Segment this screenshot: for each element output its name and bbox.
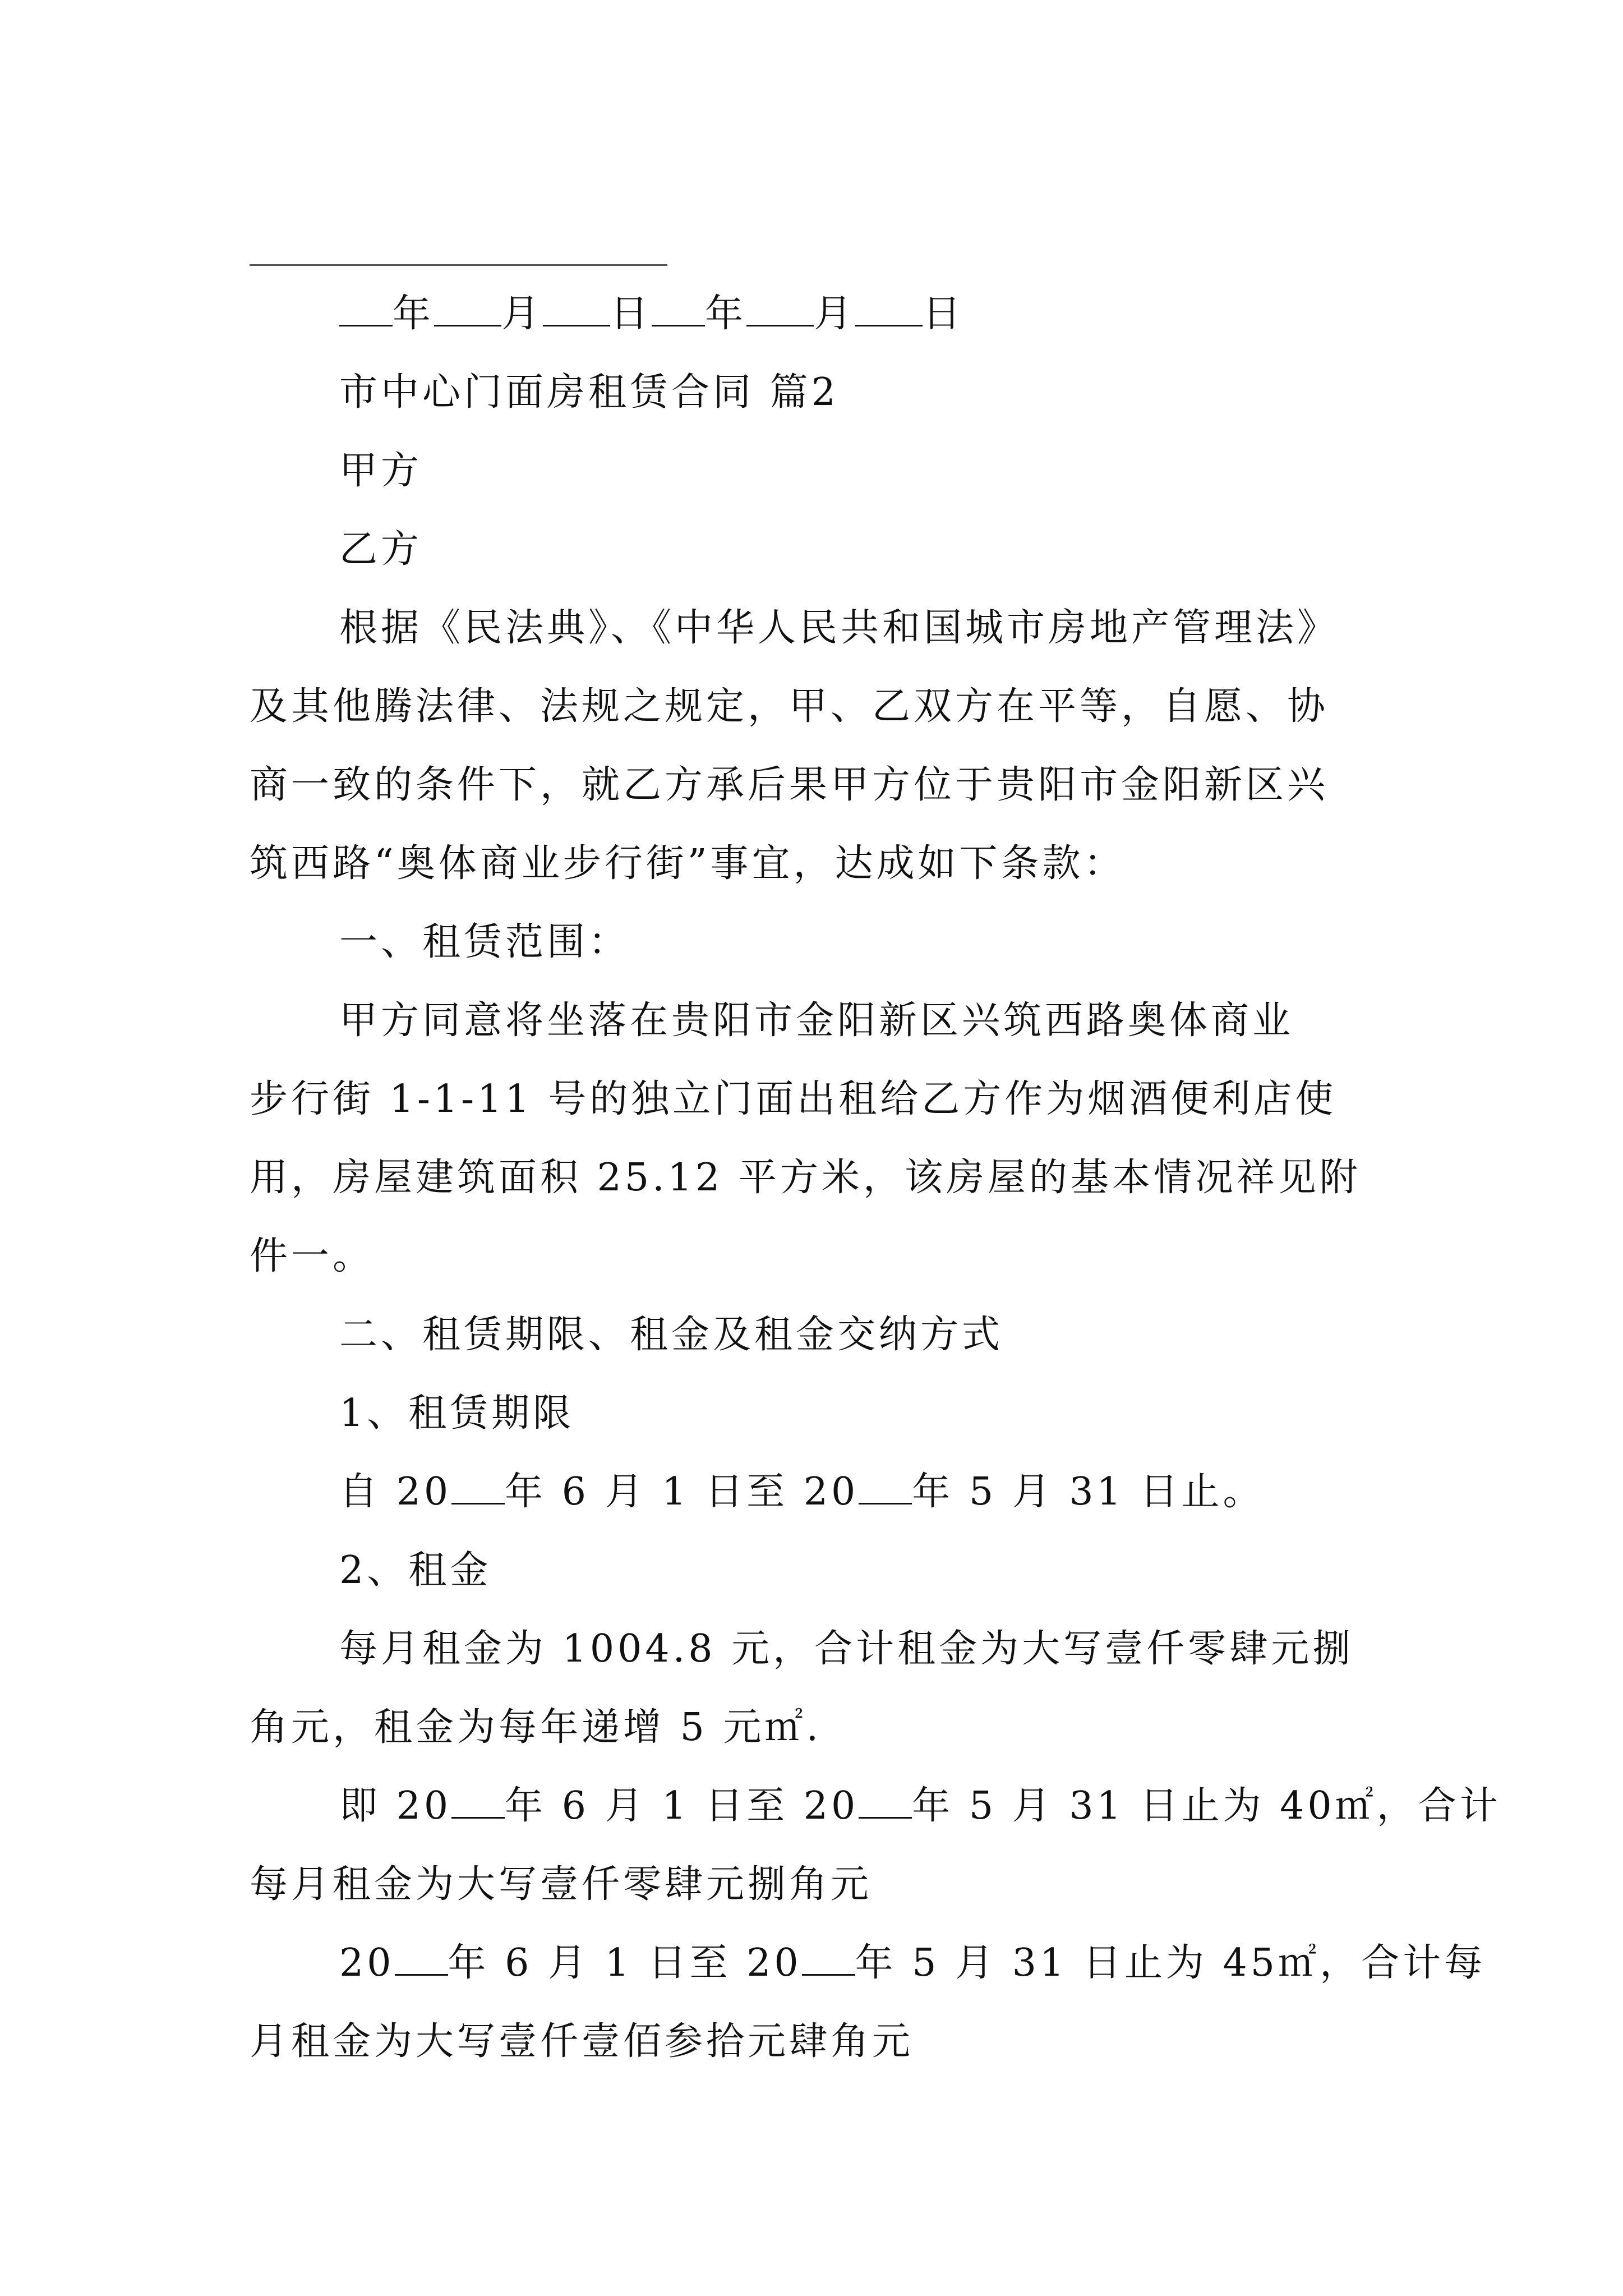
paragraph-line: 月租金为大写壹仟壹佰参拾元肆角元 (250, 2019, 914, 2064)
text-segment: 年 5 月 31 日止。 (912, 1470, 1265, 1514)
paragraph-line: 每月租金为 1004.8 元，合计租金为大写壹仟零肆元捌 (339, 1627, 1354, 1671)
blank-underline (451, 1783, 505, 1819)
intro-line: 根据《民法典》、《中华人民共和国城市房地产管理法》 (339, 606, 1339, 650)
date-day-2: 日 (923, 292, 965, 336)
text-segment: 20 (339, 1941, 395, 1985)
date-year-2: 年 (705, 292, 747, 336)
text-segment: 年 5 月 31 日止为 45㎡，合计每 (855, 1941, 1486, 1985)
section-heading: 二、租赁期限、租金及租金交纳方式 (339, 1313, 1004, 1357)
blank-underline (434, 291, 501, 326)
intro-line: 及其他腾法律、法规之规定，甲、乙双方在平等，自愿、协 (250, 684, 1329, 729)
blank-underline (802, 1940, 855, 1976)
text-segment: 年 6 月 1 日至 20 (448, 1941, 802, 1985)
party-a-label: 甲方 (339, 449, 423, 493)
subsection-heading: 1、租赁期限 (339, 1391, 575, 1435)
section-heading: 一、租赁范围： (339, 920, 630, 964)
rent-period-line (339, 1781, 1545, 1832)
paragraph-line: 件一。 (250, 1234, 375, 1278)
blank-underline (652, 291, 705, 326)
blank-underline (451, 1469, 505, 1504)
text-segment: 年 5 月 31 日止为 40㎡，合计 (912, 1784, 1501, 1828)
intro-line: 筑西路“奥体商业步行街”事宜，达成如下条款： (250, 841, 1126, 886)
lease-term-line (339, 1467, 1545, 1517)
section-title: 市中心门面房租赁合同 篇2 (339, 370, 839, 415)
date-month-1: 月 (501, 292, 543, 336)
text-segment: 自 20 (339, 1470, 452, 1514)
date-year-1: 年 (393, 292, 435, 336)
text-segment: 年 6 月 1 日至 20 (505, 1784, 859, 1828)
blank-underline (395, 1940, 448, 1976)
paragraph-line: 用，房屋建筑面积 25.12 平方米，该房屋的基本情况祥见附 (250, 1156, 1361, 1200)
signature-rule (250, 264, 667, 266)
intro-line: 商一致的条件下，就乙方承后果甲方位于贵阳市金阳新区兴 (250, 763, 1329, 807)
paragraph-line: 甲方同意将坐落在贵阳市金阳新区兴筑西路奥体商业 (339, 999, 1294, 1043)
date-line (339, 289, 1545, 339)
paragraph-line: 步行街 1-1-11 号的独立门面出租给乙方作为烟酒便利店使 (250, 1077, 1337, 1121)
party-b-label: 乙方 (339, 527, 423, 572)
date-day-1: 日 (610, 292, 652, 336)
text-segment: 年 6 月 1 日至 20 (505, 1470, 859, 1514)
paragraph-line: 每月租金为大写壹仟零肆元捌角元 (250, 1862, 873, 1907)
paragraph-line: 角元，租金为每年递增 5 元㎡. (250, 1705, 822, 1750)
text-segment: 即 20 (339, 1784, 452, 1828)
blank-underline (543, 291, 610, 326)
blank-underline (859, 1469, 912, 1504)
blank-underline (746, 291, 814, 326)
blank-underline (339, 291, 393, 326)
rent-period-line (339, 1938, 1545, 1989)
blank-underline (859, 1783, 912, 1819)
subsection-heading: 2、租金 (339, 1548, 492, 1593)
blank-underline (855, 291, 923, 326)
date-month-2: 月 (814, 292, 856, 336)
